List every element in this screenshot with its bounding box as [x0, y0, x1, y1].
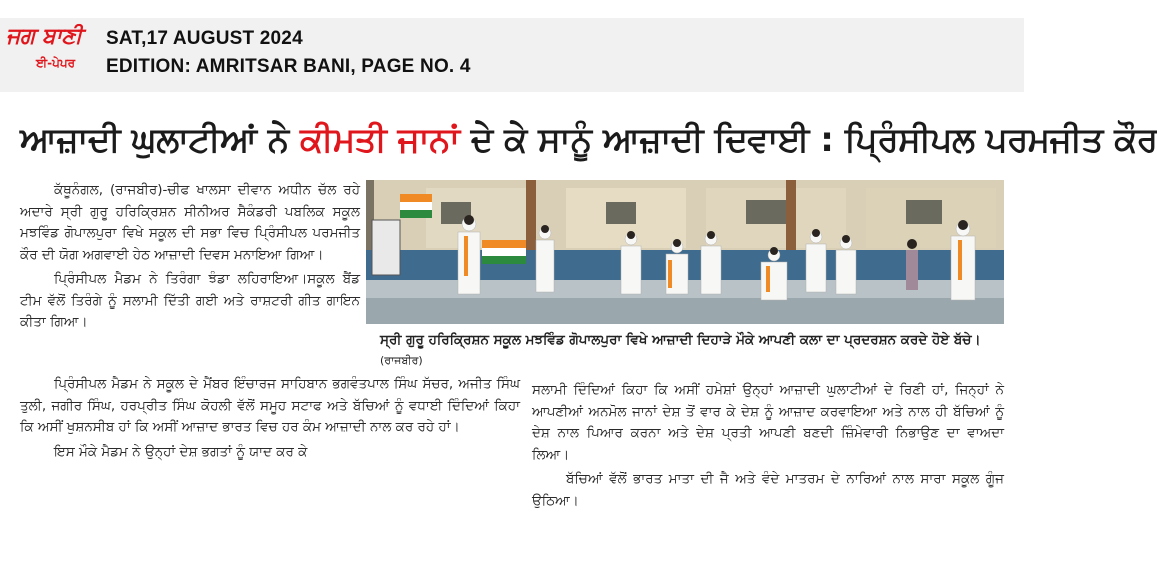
photo-school-celebration: [366, 180, 1004, 324]
article-column-left-top: [20, 180, 360, 337]
edition-date: SAT,17 AUGUST 2024: [106, 28, 303, 49]
article-headline: [20, 112, 1157, 168]
paragraph-1: ਕੱਥੂਨੰਗਲ, (ਰਾਜਬੀਰ)-ਚੀਫ ਖਾਲਸਾ ਦੀਵਾਨ ਅਧੀਨ ਚੱਲ ਰਹੇ ਅਦਾਰੇ ਸ੍ਰੀ ਗੁਰੂ ਹਰਿਕ੍ਰਿਸ਼ਨ ਸੀਨੀਅਰ ਸੈਕੰਡਰੀ ਪਬਲਿਕ ਸਕੂਲ ਮਝਵਿੰਡ ਗੋਪਾਲਪੁਰਾ ਵਿਖੇ ਸਕੂਲ ਦੀ ਸਭਾ ਵਿਚ ਪ੍ਰਿੰਸੀਪਲ ਪਰਮਜੀਤ ਕੌਰ ਦੀ ਯੋਗ ਅਗਵਾਈ ਹੇਠ ਆਜ਼ਾਦੀ ਦਿਵਸ ਮਨਾਇਆ ਗਿਆ।: [20, 182, 360, 263]
paragraph-4: ਇਸ ਮੌਕੇ ਮੈਡਮ ਨੇ ਉਨ੍ਹਾਂ ਦੇਸ਼ ਭਗਤਾਂ ਨੂੰ ਯਾਦ ਕਰ ਕੇ: [54, 443, 308, 460]
edition-info: EDITION: AMRITSAR BANI, PAGE NO. 4: [106, 56, 471, 77]
jagbani-logo[interactable]: [6, 22, 94, 86]
epaper-header: [0, 18, 1024, 92]
paragraph-3: ਪ੍ਰਿੰਸੀਪਲ ਮੈਡਮ ਨੇ ਸਕੂਲ ਦੇ ਮੈਂਬਰ ਇੰਚਾਰਜ ਸਾਹਿਬਾਨ ਭਗਵੰਤਪਾਲ ਸਿੰਘ ਸੱਚਰ, ਅਜੀਤ ਸਿੰਘ ਤੁਲੀ, ਜਗੀਰ ਸਿੰਘ, ਹਰਪ੍ਰੀਤ ਸਿੰਘ ਕੋਹਲੀ ਵੱਲੋਂ ਸਮੂਹ ਸਟਾਫ ਅਤੇ ਬੱਚਿਆਂ ਨੂੰ ਵਧਾਈ ਦਿੰਦਿਆਂ ਕਿਹਾ ਕਿ ਅਸੀਂ ਖੁਸ਼ਨਸੀਬ ਹਾਂ ਕਿ ਅਸੀਂ ਆਜ਼ਾਦ ਭਾਰਤ ਵਿਚ ਹਰ ਕੰਮ ਆਜ਼ਾਦੀ ਨਾਲ ਕਰ ਰਹੇ ਹਾਂ।: [20, 376, 520, 435]
article-column-left-bottom: [20, 374, 520, 466]
headline-part1: ਆਜ਼ਾਦੀ ਘੁਲਾਟੀਆਂ ਨੇ: [20, 120, 301, 160]
photo-caption: [380, 330, 1004, 371]
caption-credit: (ਰਾਜਬੀਰ): [380, 354, 423, 367]
article-column-right-bottom: [532, 380, 1004, 515]
headline-part2: ਦੇ ਕੇ ਸਾਨੂੰ ਆਜ਼ਾਦੀ ਦਿਵਾਈ : ਪ੍ਰਿੰਸੀਪਲ ਪਰਮਜੀਤ ਕੌਰ: [459, 120, 1157, 160]
logo-subtitle: ਈ-ਪੇਪਰ: [36, 56, 76, 70]
article-photo: [366, 180, 1004, 324]
paragraph-5: ਸਲਾਮੀ ਦਿੰਦਿਆਂ ਕਿਹਾ ਕਿ ਅਸੀਂ ਹਮੇਸ਼ਾਂ ਉਨ੍ਹਾਂ ਆਜ਼ਾਦੀ ਘੁਲਾਟੀਆਂ ਦੇ ਰਿਣੀ ਹਾਂ, ਜਿਨ੍ਹਾਂ ਨੇ ਆਪਣੀਆਂ ਅਨਮੋਲ ਜਾਨਾਂ ਦੇਸ਼ ਤੋਂ ਵਾਰ ਕੇ ਦੇਸ਼ ਨੂੰ ਆਜ਼ਾਦ ਕਰਵਾਇਆ ਅਤੇ ਨਾਲ ਹੀ ਬੱਚਿਆਂ ਨੂੰ ਦੇਸ਼ ਨਾਲ ਪਿਆਰ ਕਰਨਾ ਅਤੇ ਦੇਸ਼ ਪ੍ਰਤੀ ਆਪਣੀ ਬਣਦੀ ਜ਼ਿੰਮੇਵਾਰੀ ਨਿਭਾਉਣ ਦਾ ਵਾਅਦਾ ਲਿਆ।: [532, 382, 1004, 463]
paragraph-6: ਬੱਚਿਆਂ ਵੱਲੋਂ ਭਾਰਤ ਮਾਤਾ ਦੀ ਜੈ ਅਤੇ ਵੰਦੇ ਮਾਤਰਮ ਦੇ ਨਾਰਿਆਂ ਨਾਲ ਸਾਰਾ ਸਕੂਲ ਗੂੰਜ ਉਠਿਆ।: [532, 471, 1004, 509]
logo-text: ਜਗ ਬਾਣੀ: [6, 24, 82, 49]
headline-highlight: ਕੀਮਤੀ ਜਾਨਾਂ: [300, 120, 460, 160]
caption-text: ਸ੍ਰੀ ਗੁਰੂ ਹਰਿਕ੍ਰਿਸ਼ਨ ਸਕੂਲ ਮਝਵਿੰਡ ਗੋਪਾਲਪੁਰਾ ਵਿਖੇ ਆਜ਼ਾਦੀ ਦਿਹਾੜੇ ਮੌਕੇ ਆਪਣੀ ਕਲਾ ਦਾ ਪ੍ਰਦਰਸ਼ਨ ਕਰਦੇ ਹੋਏ ਬੱਚੇ।: [380, 332, 981, 348]
paragraph-2-start: ਪ੍ਰਿੰਸੀਪਲ ਮੈਡਮ ਨੇ ਤਿਰੰਗਾ ਝੰਡਾ ਲਹਿਰਾਇਆ।ਸਕੂਲ ਬੈਂਡ ਟੀਮ ਵੱਲੋਂ ਤਿਰੰਗੇ ਨੂੰ ਸਲਾਮੀ ਦਿੱਤੀ ਗਈ ਅਤੇ ਰਾਸ਼ਟਰੀ ਗੀਤ ਗਾਇਨ ਕੀਤਾ ਗਿਆ।: [20, 271, 360, 330]
